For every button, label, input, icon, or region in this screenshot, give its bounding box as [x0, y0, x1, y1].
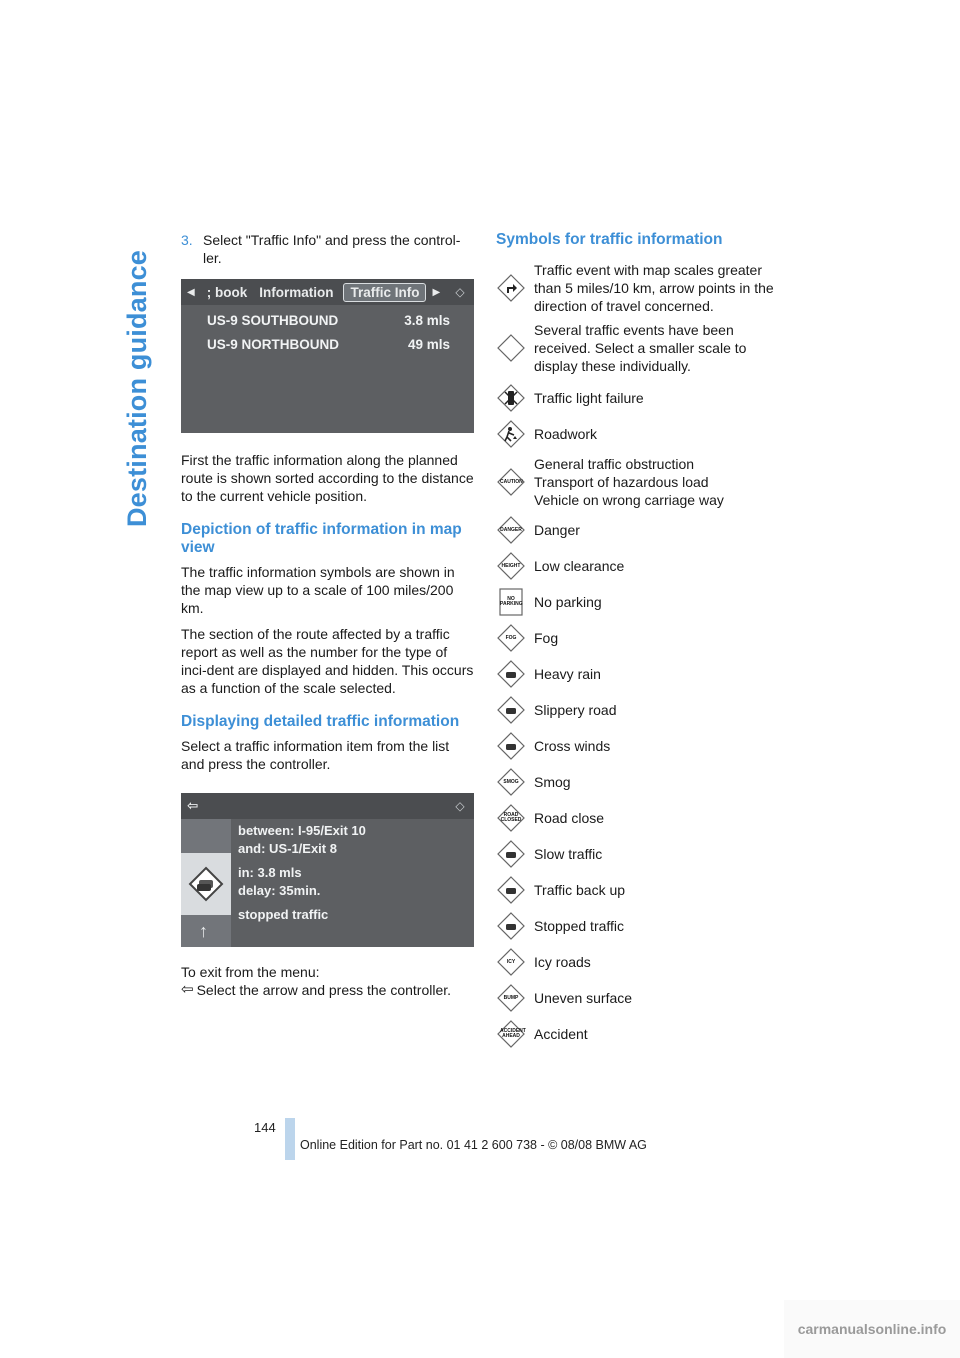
no-parking-icon: NO PARKING: [496, 587, 526, 617]
list-item[interactable]: US-9 SOUTHBOUND 3.8 mls: [207, 313, 450, 328]
symbol-label: Several traffic events have been received. Select a smaller scale to display these individually.: [534, 322, 747, 374]
symbol-row: [496, 947, 776, 977]
symbol-row: [496, 839, 776, 869]
heading-depiction: Depiction of traffic information in map view: [181, 521, 462, 556]
empty-diamond-icon: [496, 333, 526, 363]
stopped-traffic-icon: [496, 911, 526, 941]
traffic-light-icon: [496, 383, 526, 413]
detail-distance: in: 3.8 mls: [238, 865, 302, 880]
icy-roads-icon: ICY: [496, 947, 526, 977]
symbol-row: [496, 455, 776, 509]
detail-delay: delay: 35min.: [238, 883, 321, 898]
heading-detailed: Displaying detailed traffic information: [181, 713, 460, 730]
symbol-label: Heavy rain: [534, 666, 601, 682]
slippery-road-icon: [496, 695, 526, 725]
intro-paragraph: First the traffic information along the planned route is shown sorted according to the distance to the current vehicle position.: [181, 452, 474, 504]
symbol-label: Traffic light failure: [534, 390, 644, 406]
symbol-label: Slow traffic: [534, 846, 603, 862]
scale-paragraph: The traffic information symbols are shown in the map view up to a scale of 100 miles/200 km.: [181, 564, 455, 616]
symbol-label: Fog: [534, 630, 559, 646]
symbol-list: [496, 261, 776, 1049]
symbol-label: Traffic event with map scales greater than 5 miles/10 km, arrow points in the direction of travel concerned.: [534, 262, 774, 314]
slow-traffic-icon: [496, 839, 526, 869]
settings-diamond-icon[interactable]: ◇: [455, 285, 465, 299]
symbol-label: General traffic obstruction Transport of hazardous load Vehicle on wrong carriage way: [534, 456, 724, 508]
symbol-row: [496, 1019, 776, 1049]
exit-title: To exit from the menu:: [181, 964, 320, 980]
danger-icon: DANGER: [496, 515, 526, 545]
symbol-label: Accident: [534, 1026, 588, 1042]
symbol-label: Low clearance: [534, 558, 625, 574]
left-column: [181, 231, 476, 999]
fog-icon: FOG: [496, 623, 526, 653]
smog-icon: SMOG: [496, 767, 526, 797]
accident-icon: ACCIDENT AHEAD: [496, 1019, 526, 1049]
back-arrow-icon[interactable]: ⇦: [187, 798, 199, 813]
symbol-label: Uneven surface: [534, 990, 633, 1006]
select-paragraph: Select a traffic information item from the list and press the controller.: [181, 738, 450, 772]
symbol-row: [496, 875, 776, 905]
symbol-row: [496, 587, 776, 617]
tab-book[interactable]: ; book: [206, 284, 248, 300]
chapter-side-title: Destination guidance: [122, 249, 153, 527]
symbol-label: Road close: [534, 810, 605, 826]
symbol-label: Traffic back up: [534, 882, 626, 898]
traffic-info-screen: [181, 279, 474, 433]
tab-traffic-info[interactable]: Traffic Info: [343, 283, 426, 302]
symbol-row: [496, 803, 776, 833]
exit-instruction: ⇦ Select the arrow and press the controller.: [181, 981, 452, 998]
caution-icon: CAUTION: [496, 467, 526, 497]
traffic-detail-screen: [181, 793, 474, 947]
right-arrow-icon[interactable]: ▶: [432, 286, 441, 298]
road-closed-icon: ROAD CLOSED: [496, 803, 526, 833]
symbol-label: Icy roads: [534, 954, 591, 970]
detail-and: and: US-1/Exit 8: [238, 841, 337, 856]
page-number: 144: [254, 1120, 276, 1135]
symbol-label: Cross winds: [534, 738, 611, 754]
screen-tab-bar: [181, 279, 474, 305]
footer-edition: Online Edition for Part no. 01 41 2 600 738 - © 08/08 BMW AG: [300, 1138, 647, 1152]
symbol-row: [496, 659, 776, 689]
traffic-back-up-icon: [496, 875, 526, 905]
bump-icon: BUMP: [496, 983, 526, 1013]
list-item[interactable]: US-9 NORTHBOUND 49 mls: [207, 337, 450, 352]
right-column: [496, 231, 776, 1055]
symbol-row: [496, 911, 776, 941]
symbol-label: Stopped traffic: [534, 918, 625, 934]
roadwork-icon: [496, 419, 526, 449]
symbol-label: Roadwork: [534, 426, 598, 442]
symbol-row: [496, 321, 776, 375]
step-3: 3. Select "Traffic Info" and press the control-ler.: [181, 232, 461, 266]
stopped-traffic-sign-icon: [181, 853, 231, 915]
symbol-label: Danger: [534, 522, 580, 538]
symbol-row: [496, 767, 776, 797]
symbol-row: [496, 731, 776, 761]
heavy-rain-icon: [496, 659, 526, 689]
detail-type: stopped traffic: [238, 907, 329, 922]
symbol-label: Smog: [534, 774, 571, 790]
symbol-row: [496, 383, 776, 413]
back-arrow-icon: ⇦: [181, 981, 194, 998]
up-arrow-icon: ↑: [199, 921, 208, 941]
symbol-row: [496, 695, 776, 725]
symbol-label: Slippery road: [534, 702, 617, 718]
settings-diamond-icon[interactable]: ◇: [455, 799, 465, 813]
arrow-turn-icon: [496, 273, 526, 303]
tab-information[interactable]: Information: [259, 284, 334, 300]
section-paragraph: The section of the route affected by a traffic report as well as the number for the type of inci-dent are displayed and hidden. This occurs as a function of the scale selected.: [181, 626, 474, 696]
symbol-row: [496, 419, 776, 449]
detail-between: between: I-95/Exit 10: [238, 823, 366, 838]
footer-accent-bar: [285, 1118, 295, 1160]
screen-top-bar: [181, 793, 474, 819]
symbol-row: [496, 623, 776, 653]
watermark: carmanualsonline.info: [784, 1300, 960, 1358]
heading-symbols: Symbols for traffic information: [496, 231, 723, 248]
symbol-row: [496, 261, 776, 315]
symbol-row: [496, 983, 776, 1013]
height-icon: HEIGHT: [496, 551, 526, 581]
symbol-label: No parking: [534, 594, 602, 610]
symbol-row: [496, 551, 776, 581]
symbol-row: [496, 515, 776, 545]
left-arrow-icon[interactable]: ◀: [187, 286, 195, 298]
cross-winds-icon: [496, 731, 526, 761]
